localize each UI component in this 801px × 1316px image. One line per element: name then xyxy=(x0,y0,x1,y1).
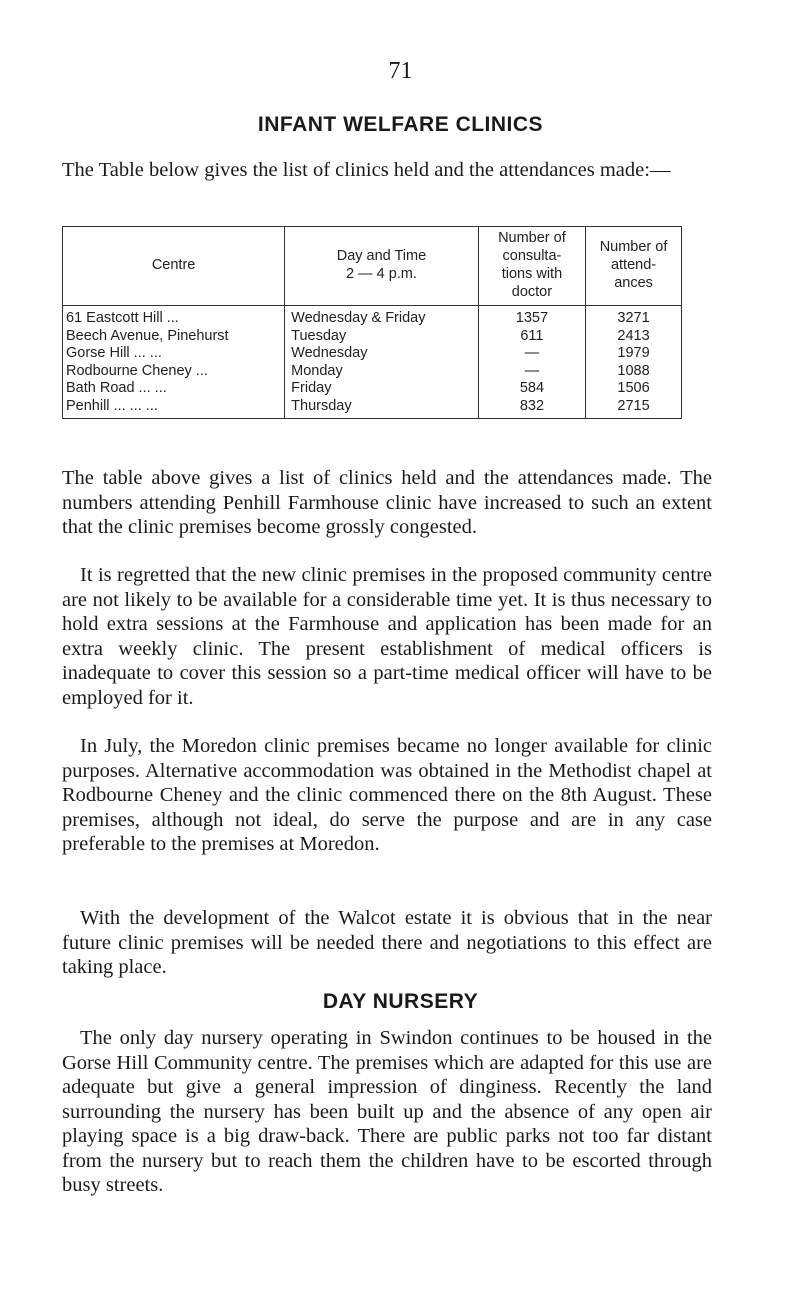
clinics-paragraph: With the development of the Walcot estate it is obvious that in the near future clinic premises will be needed there and negotiations to this effect are taking place. xyxy=(62,907,712,978)
cell-consultations: 584 xyxy=(478,380,585,398)
header-attend-line-1: Number of xyxy=(599,239,668,255)
header-consult-line-1: Number of xyxy=(498,230,566,246)
cell-day: Friday xyxy=(285,380,479,398)
header-day-line: Day and Time xyxy=(336,248,427,264)
table-row xyxy=(63,306,682,328)
header-consult-line-3: tions with xyxy=(501,266,563,282)
header-centre xyxy=(63,227,285,306)
cell-centre: Rodbourne Cheney ... xyxy=(63,363,285,381)
cell-centre: 61 Eastcott Hill ... xyxy=(63,306,285,328)
cell-attendances: 1506 xyxy=(586,380,682,398)
table-row xyxy=(63,363,682,381)
cell-attendances: 2715 xyxy=(586,398,682,418)
cell-consultations: 611 xyxy=(478,328,585,346)
cell-day: Tuesday xyxy=(285,328,479,346)
section-heading-infant-welfare-clinics: INFANT WELFARE CLINICS xyxy=(257,113,544,136)
cell-attendances: 2413 xyxy=(586,328,682,346)
header-centre-label: Centre xyxy=(151,257,196,273)
cell-consultations: 832 xyxy=(478,398,585,418)
table-row xyxy=(63,345,682,363)
cell-day: Thursday xyxy=(285,398,479,418)
cell-centre: Beech Avenue, Pinehurst xyxy=(63,328,285,346)
cell-centre: Gorse Hill ... ... xyxy=(63,345,285,363)
clinics-intro-paragraph: The Table below gives the list of clinics held and the attendances made:— xyxy=(62,159,671,181)
clinics-paragraph: It is regretted that the new clinic premises in the proposed community centre are not likely to be available for a considerable time yet. It is thus necessary to hold extra sessions at the Farmhouse and application has been made for an extra weekly clinic. The present establishment of medical officers is inadequate to cover this session so a part-time medical officer will have to be employed for it. xyxy=(62,564,712,709)
cell-day: Wednesday & Friday xyxy=(285,306,479,328)
header-attend-line-3: ances xyxy=(614,275,653,291)
clinics-paragraph: The table above gives a list of clinics held and the attendances made. The numbers attending Penhill Farmhouse clinic have increased to such an extent that the clinic premises become grossly congested. xyxy=(62,467,712,538)
cell-consultations: — xyxy=(478,363,585,381)
header-consult-line-4: doctor xyxy=(511,284,553,300)
header-attendances xyxy=(586,227,682,306)
header-attend-line-2: attend- xyxy=(610,257,657,273)
cell-consultations: 1357 xyxy=(478,306,585,328)
header-time-line: 2 — 4 p.m. xyxy=(345,266,417,282)
cell-attendances: 1088 xyxy=(586,363,682,381)
cell-centre: Penhill ... ... ... xyxy=(63,398,285,418)
table-row xyxy=(63,398,682,418)
table-row xyxy=(63,380,682,398)
cell-consultations: — xyxy=(478,345,585,363)
header-day-time xyxy=(285,227,479,306)
cell-attendances: 1979 xyxy=(586,345,682,363)
clinics-table xyxy=(62,226,682,419)
header-consultations xyxy=(478,227,585,306)
day-nursery-paragraph: The only day nursery operating in Swindon continues to be housed in the Gorse Hill Community centre. The premises which are adapted for this use are adequate but give a general impression of dinginess. Recently the land surrounding the nursery has been built up and the absence of any open air playing space is a big draw-back. There are public parks not too far distant from the nursery but to reach them the children have to be escorted through busy streets. xyxy=(62,1027,712,1196)
page-number: 71 xyxy=(388,58,413,84)
cell-day: Monday xyxy=(285,363,479,381)
table-row xyxy=(63,328,682,346)
table-header-row xyxy=(63,227,682,306)
cell-day: Wednesday xyxy=(285,345,479,363)
cell-attendances: 3271 xyxy=(586,306,682,328)
cell-centre: Bath Road ... ... xyxy=(63,380,285,398)
header-consult-line-2: consulta- xyxy=(502,248,562,264)
section-heading-day-nursery: DAY NURSERY xyxy=(322,990,479,1013)
clinics-paragraph: In July, the Moredon clinic premises became no longer available for clinic purposes. Alternative accommodation was obtained in the Methodist chapel at Rodbourne Cheney and the clinic commenced there on the 8th August. These premises, although not ideal, do serve the purpose and are in any case preferable to the premises at Moredon. xyxy=(62,735,712,855)
